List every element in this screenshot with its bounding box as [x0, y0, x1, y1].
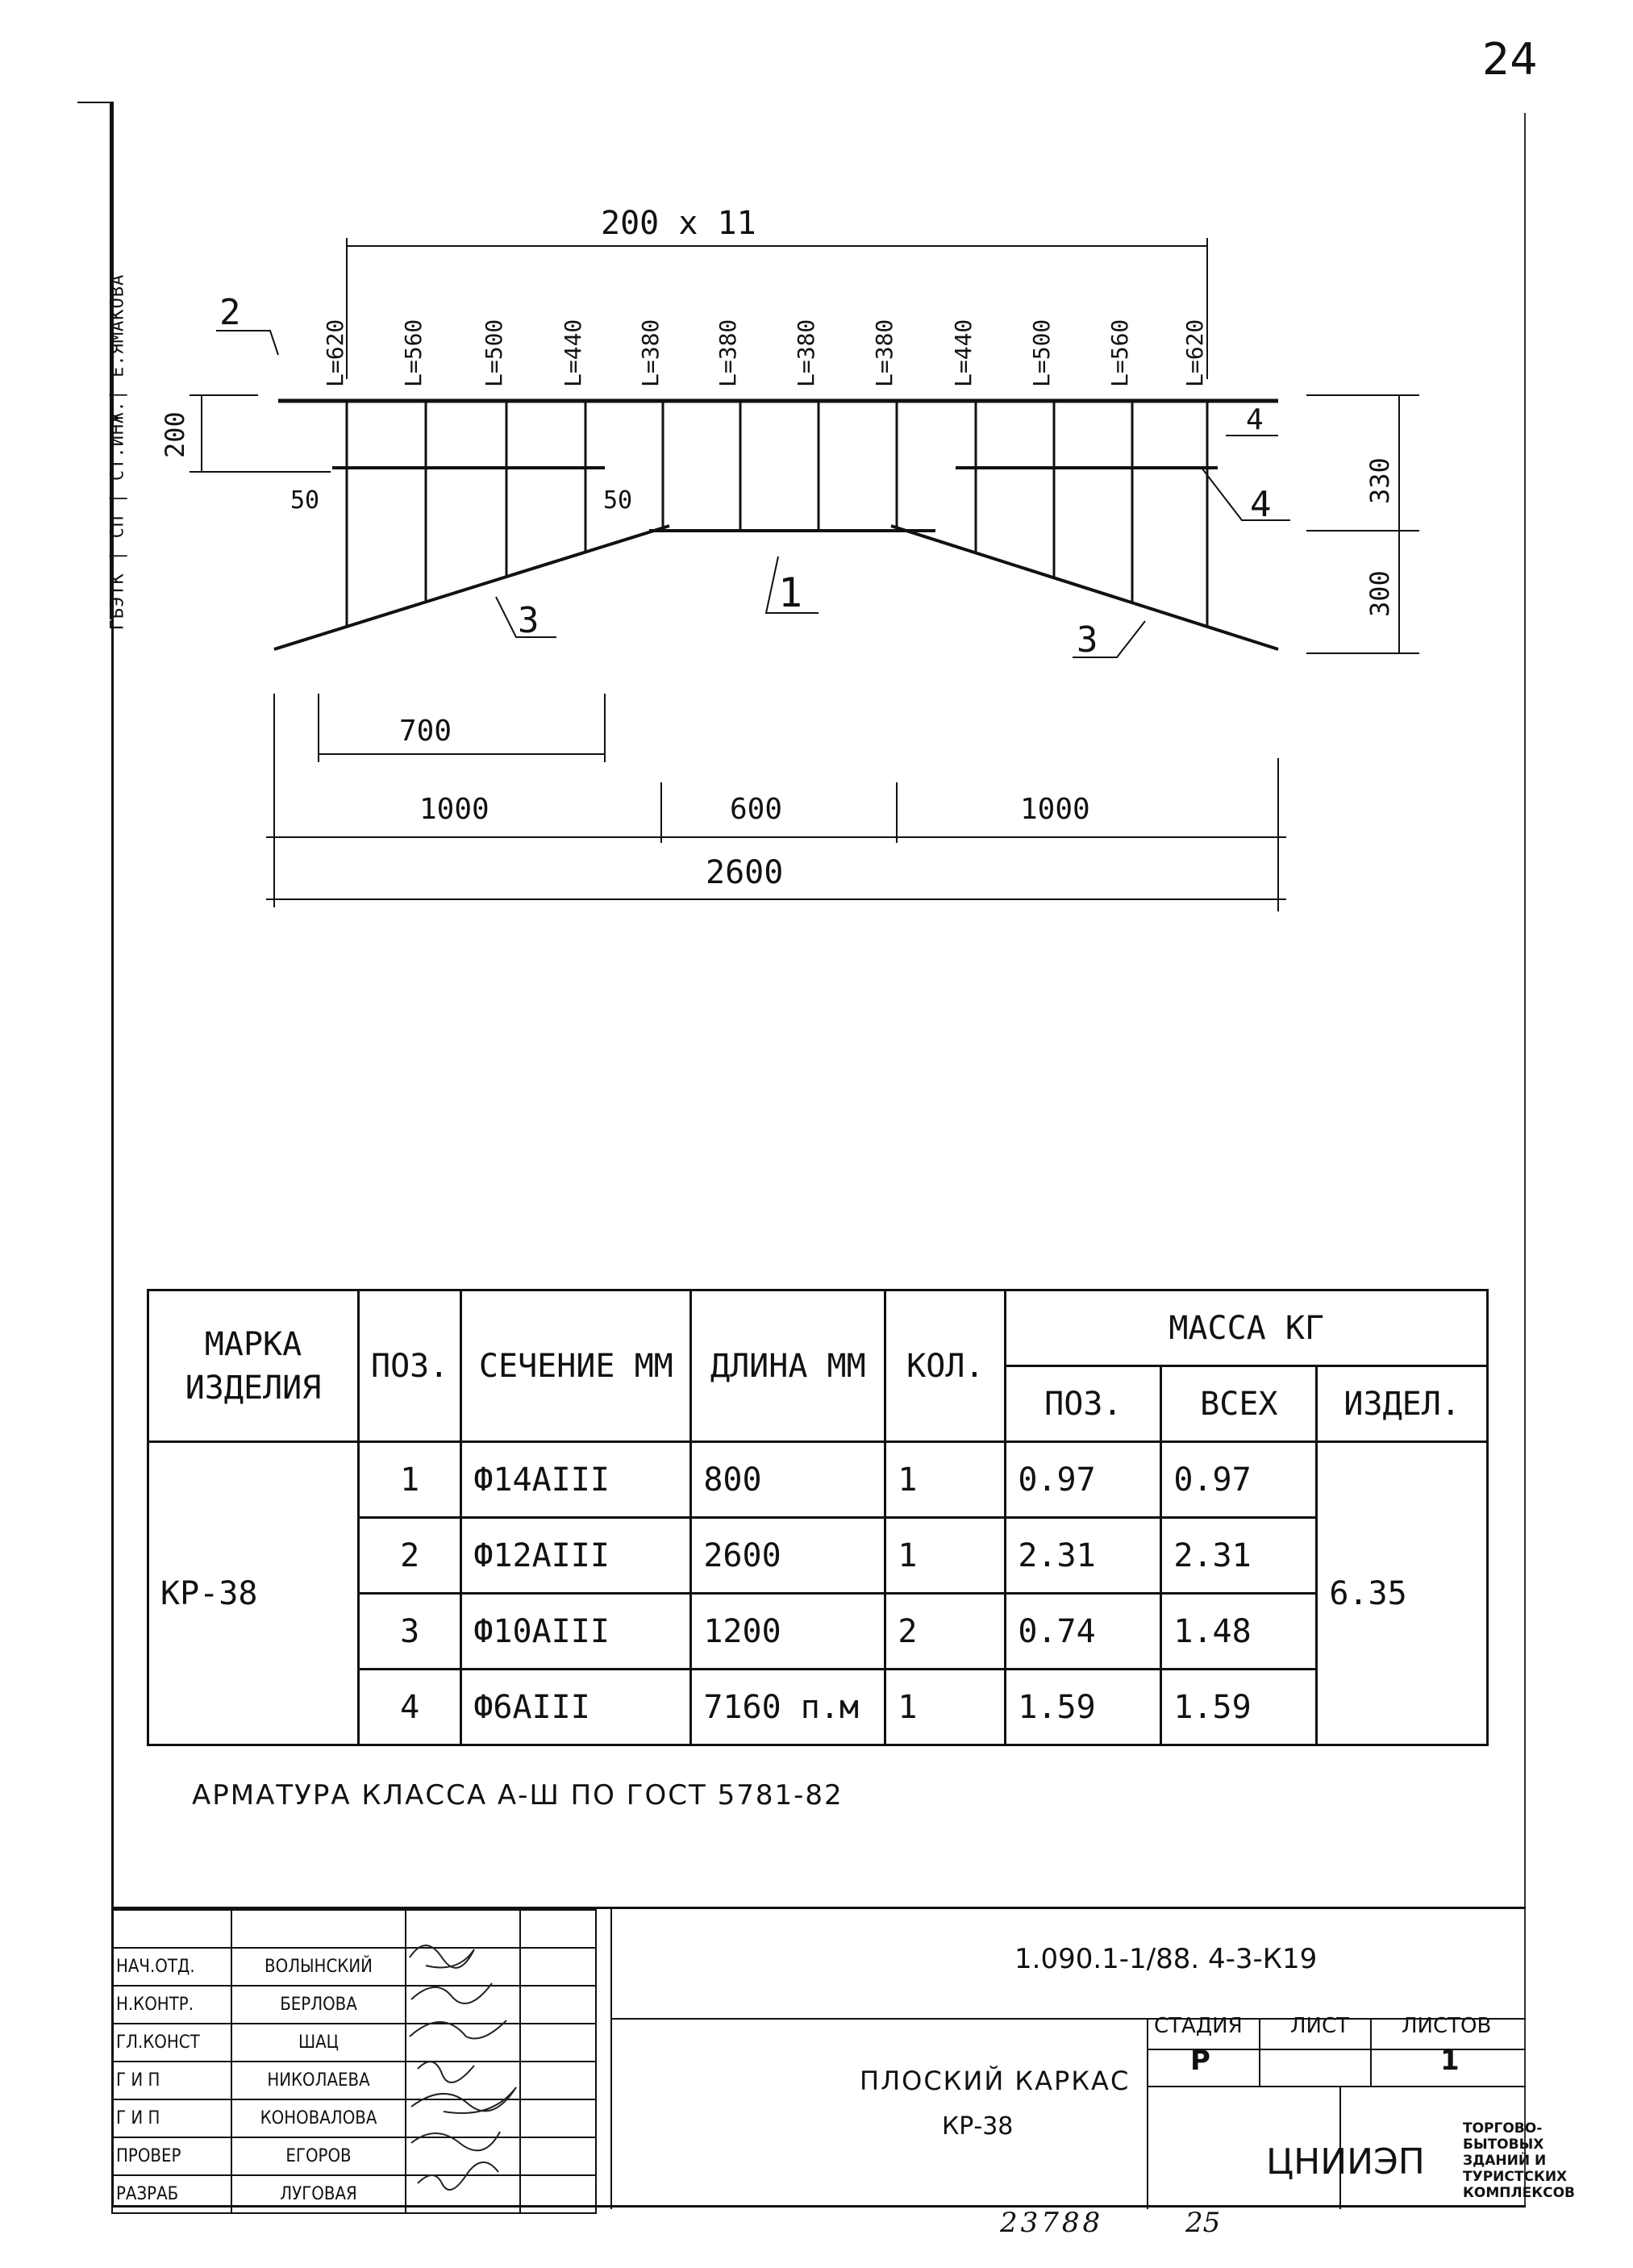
staff-name: ЕГОРОВ — [231, 2137, 406, 2175]
staff-name: НИКОЛАЕВА — [231, 2062, 406, 2099]
bar-pos-3-left — [274, 526, 669, 649]
dim-300: 300 — [1364, 570, 1395, 617]
header-mark: МАРКА ИЗДЕЛИЯ — [148, 1290, 359, 1442]
staff-role: Г И П — [112, 2062, 231, 2099]
sheet-number: 24 — [1482, 34, 1538, 85]
staff-name: ВОЛЫНСКИЙ — [231, 1948, 406, 1986]
pos-label-3: 3 — [1077, 619, 1098, 661]
rod-length-label: L=620 — [1181, 319, 1208, 387]
row-length: 1200 — [691, 1594, 885, 1670]
row-length: 2600 — [691, 1518, 885, 1594]
item-mass: 6.35 — [1317, 1442, 1488, 1745]
pos-label-1: 1 — [778, 569, 803, 616]
row-pos: 2 — [359, 1518, 461, 1594]
organization: ЦНИИЭП — [1266, 2141, 1425, 2183]
row-length: 800 — [691, 1442, 885, 1518]
header-mass-item: ИЗДЕЛ. — [1317, 1366, 1488, 1442]
dim-600: 600 — [730, 793, 783, 826]
dim-200: 200 — [160, 411, 190, 458]
row-pos: 1 — [359, 1442, 461, 1518]
side-strip-text: ГБЭТК | СП | СТ.ИНЖ.| Е.ЯМАКОВА — [107, 273, 128, 631]
row-pos: 3 — [359, 1594, 461, 1670]
dim-50-right: 50 — [603, 486, 633, 515]
row-qty: 2 — [885, 1594, 1006, 1670]
header-qty: КОЛ. — [885, 1290, 1006, 1442]
pos-label-4: 4 — [1250, 484, 1272, 525]
staff-role: ГЛ.КОНСТ — [112, 2024, 231, 2062]
row-section: Ф14АIII — [461, 1442, 691, 1518]
archive-stamp: 23788 — [1000, 2207, 1104, 2239]
pos-label-2: 2 — [219, 292, 241, 333]
staff-role: НАЧ.ОТД. — [112, 1948, 231, 1986]
row-qty: 1 — [885, 1518, 1006, 1594]
row-mass-all: 1.59 — [1161, 1670, 1317, 1745]
item-mark: КР-38 — [148, 1442, 359, 1745]
staff-name: БЕРЛОВА — [231, 1986, 406, 2024]
rod-length-label: L=380 — [714, 319, 741, 387]
rod-length-label: L=440 — [950, 319, 977, 387]
organization-description: ТОРГОВО-БЫТОВЫХ ЗДАНИЙ И ТУРИСТСКИХ КОМПЛЕКСОВ — [1463, 2120, 1576, 2201]
dim-1000-right: 1000 — [1020, 793, 1090, 826]
dim-1000-left: 1000 — [419, 793, 489, 826]
row-mass-pos: 1.59 — [1006, 1670, 1161, 1745]
dim-50-left: 50 — [290, 486, 320, 515]
pos-label-3: 3 — [518, 600, 539, 641]
row-mass-all: 1.48 — [1161, 1594, 1317, 1670]
sheets-value: 1 — [1440, 2045, 1460, 2077]
header-pos: ПОЗ. — [359, 1290, 461, 1442]
dim-700: 700 — [399, 715, 452, 748]
dim-top: 200 x 11 — [601, 205, 756, 242]
specification-table — [147, 1289, 1489, 1746]
table-row — [148, 1442, 1488, 1518]
rod-length-label: L=380 — [637, 319, 664, 387]
rod-length-label: L=380 — [871, 319, 898, 387]
stage-value: Р — [1190, 2045, 1210, 2077]
row-length: 7160 п.м — [691, 1670, 885, 1745]
header-section: СЕЧЕНИЕ ММ — [461, 1290, 691, 1442]
row-mass-all: 2.31 — [1161, 1518, 1317, 1594]
row-section: Ф10АIII — [461, 1594, 691, 1670]
header-mass: МАССА КГ — [1006, 1290, 1488, 1366]
staff-role: РАЗРАБ — [112, 2175, 231, 2213]
row-qty: 1 — [885, 1670, 1006, 1745]
title-block — [111, 1907, 1576, 2209]
archive-stamp-page: 25 — [1185, 2207, 1221, 2239]
rod-length-label: L=500 — [1028, 319, 1055, 387]
document-code: 1.090.1-1/88. 4-3-К19 — [1014, 1943, 1318, 1975]
dim-2600: 2600 — [706, 854, 784, 891]
drawing-subtitle: КР-38 — [942, 2112, 1014, 2141]
rod-length-label: L=500 — [481, 319, 507, 387]
rod-length-label: L=380 — [793, 319, 819, 387]
drawing-title: ПЛОСКИЙ КАРКАС — [860, 2066, 1131, 2096]
row-section: Ф12АIII — [461, 1518, 691, 1594]
header-mass-pos: ПОЗ. — [1006, 1366, 1161, 1442]
row-mass-all: 0.97 — [1161, 1442, 1317, 1518]
row-section: Ф6АIII — [461, 1670, 691, 1745]
staff-name: ШАЦ — [231, 2024, 406, 2062]
staff-name: ЛУГОВАЯ — [231, 2175, 406, 2213]
rod-length-label: L=620 — [322, 319, 348, 387]
staff-role: Г И П — [112, 2099, 231, 2137]
pos-label-4: 4 — [1246, 403, 1264, 436]
row-mass-pos: 2.31 — [1006, 1518, 1161, 1594]
reinforcement-note: АРМАТУРА КЛАССА А-Ш ПО ГОСТ 5781-82 — [192, 1779, 844, 1811]
sheets-label: ЛИСТОВ — [1402, 2014, 1492, 2038]
dim-330: 330 — [1364, 457, 1395, 504]
header-length: ДЛИНА ММ — [691, 1290, 885, 1442]
staff-role: Н.КОНТР. — [112, 1986, 231, 2024]
rod-length-label: L=560 — [1106, 319, 1133, 387]
reinforcement-drawing — [0, 0, 1633, 968]
sheet-label: ЛИСТ — [1290, 2014, 1350, 2038]
row-qty: 1 — [885, 1442, 1006, 1518]
rod-length-label: L=440 — [560, 319, 586, 387]
stage-label: СТАДИЯ — [1154, 2014, 1243, 2038]
row-mass-pos: 0.74 — [1006, 1594, 1161, 1670]
staff-role: ПРОВЕР — [112, 2137, 231, 2175]
staff-name: КОНОВАЛОВА — [231, 2099, 406, 2137]
row-pos: 4 — [359, 1670, 461, 1745]
rod-length-label: L=560 — [400, 319, 427, 387]
signature-scribbles — [410, 1945, 516, 2190]
row-mass-pos: 0.97 — [1006, 1442, 1161, 1518]
header-mass-all: ВСЕХ — [1161, 1366, 1317, 1442]
